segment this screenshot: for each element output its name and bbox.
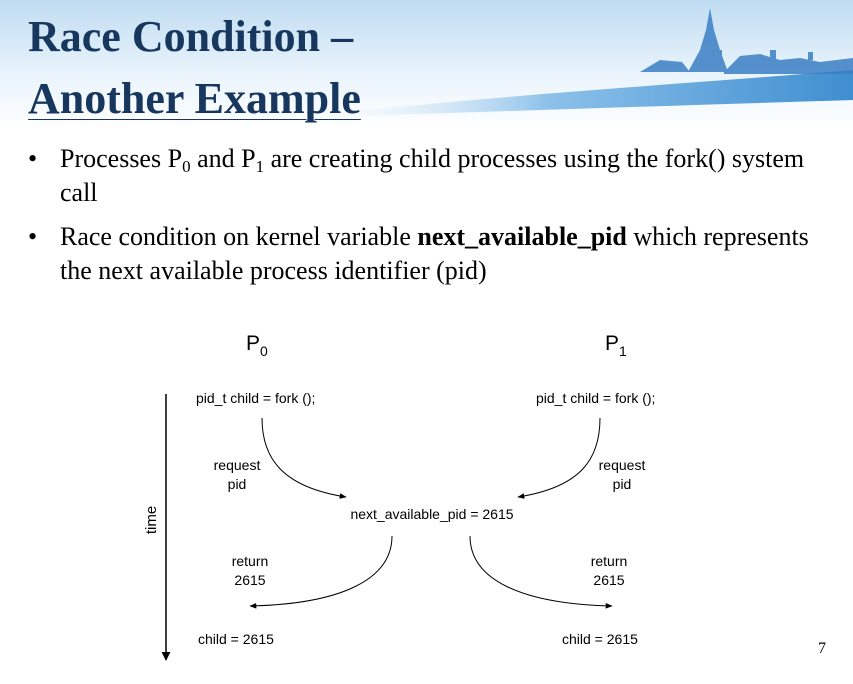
p0-return-label: return	[231, 553, 269, 569]
p0-return-value: 2615	[234, 572, 266, 588]
bullet-1-text-a: Processes P	[60, 144, 183, 173]
bullet-1-text-c: are creating child processes using the fork() system call	[60, 144, 805, 207]
p1-request-label: request	[598, 457, 646, 473]
title-line-1: Race Condition –	[28, 12, 354, 61]
subscript-1: 1	[255, 157, 265, 176]
p0-request-label: request	[213, 457, 261, 473]
p1-fork-call: pid_t child = fork ();	[536, 390, 656, 406]
process-p0-label: $P_0$	[246, 332, 268, 359]
bullet-fork-processes	[28, 142, 838, 210]
p1-return-label: return	[590, 553, 628, 569]
p0-request-pid-label: pid	[227, 476, 247, 492]
process-p1-label: $P_1$	[605, 332, 627, 359]
p1-return-arrow	[470, 536, 612, 606]
page-number: 7	[818, 640, 826, 657]
title-line-2: Another Example	[28, 74, 361, 123]
race-condition-diagram	[0, 300, 853, 684]
bullet-2-text-a: Race condition on kernel variable	[60, 222, 418, 251]
slide-title	[28, 6, 361, 130]
kernel-variable-name: next_available_pid	[417, 222, 627, 251]
p1-request-pid-label: pid	[612, 476, 632, 492]
bullet-2-text-b: which represents the next available process identifier (pid)	[60, 222, 809, 285]
kernel-variable-value: next_available_pid = 2615	[350, 506, 514, 522]
time-axis-label: time	[143, 505, 160, 535]
p1-request-arrow	[518, 418, 600, 497]
bullet-1-text-b: and P	[190, 144, 256, 173]
p0-fork-call: pid_t child = fork ();	[196, 390, 316, 406]
bullet-list	[28, 142, 838, 298]
bullet-race-condition	[28, 220, 838, 288]
p0-return-arrow	[250, 536, 392, 606]
p0-request-arrow	[262, 418, 346, 497]
p0-child-result: child = 2615	[198, 631, 274, 647]
p1-return-value: 2615	[593, 572, 625, 588]
p1-child-result: child = 2615	[562, 631, 638, 647]
subscript-0: 0	[182, 157, 191, 176]
